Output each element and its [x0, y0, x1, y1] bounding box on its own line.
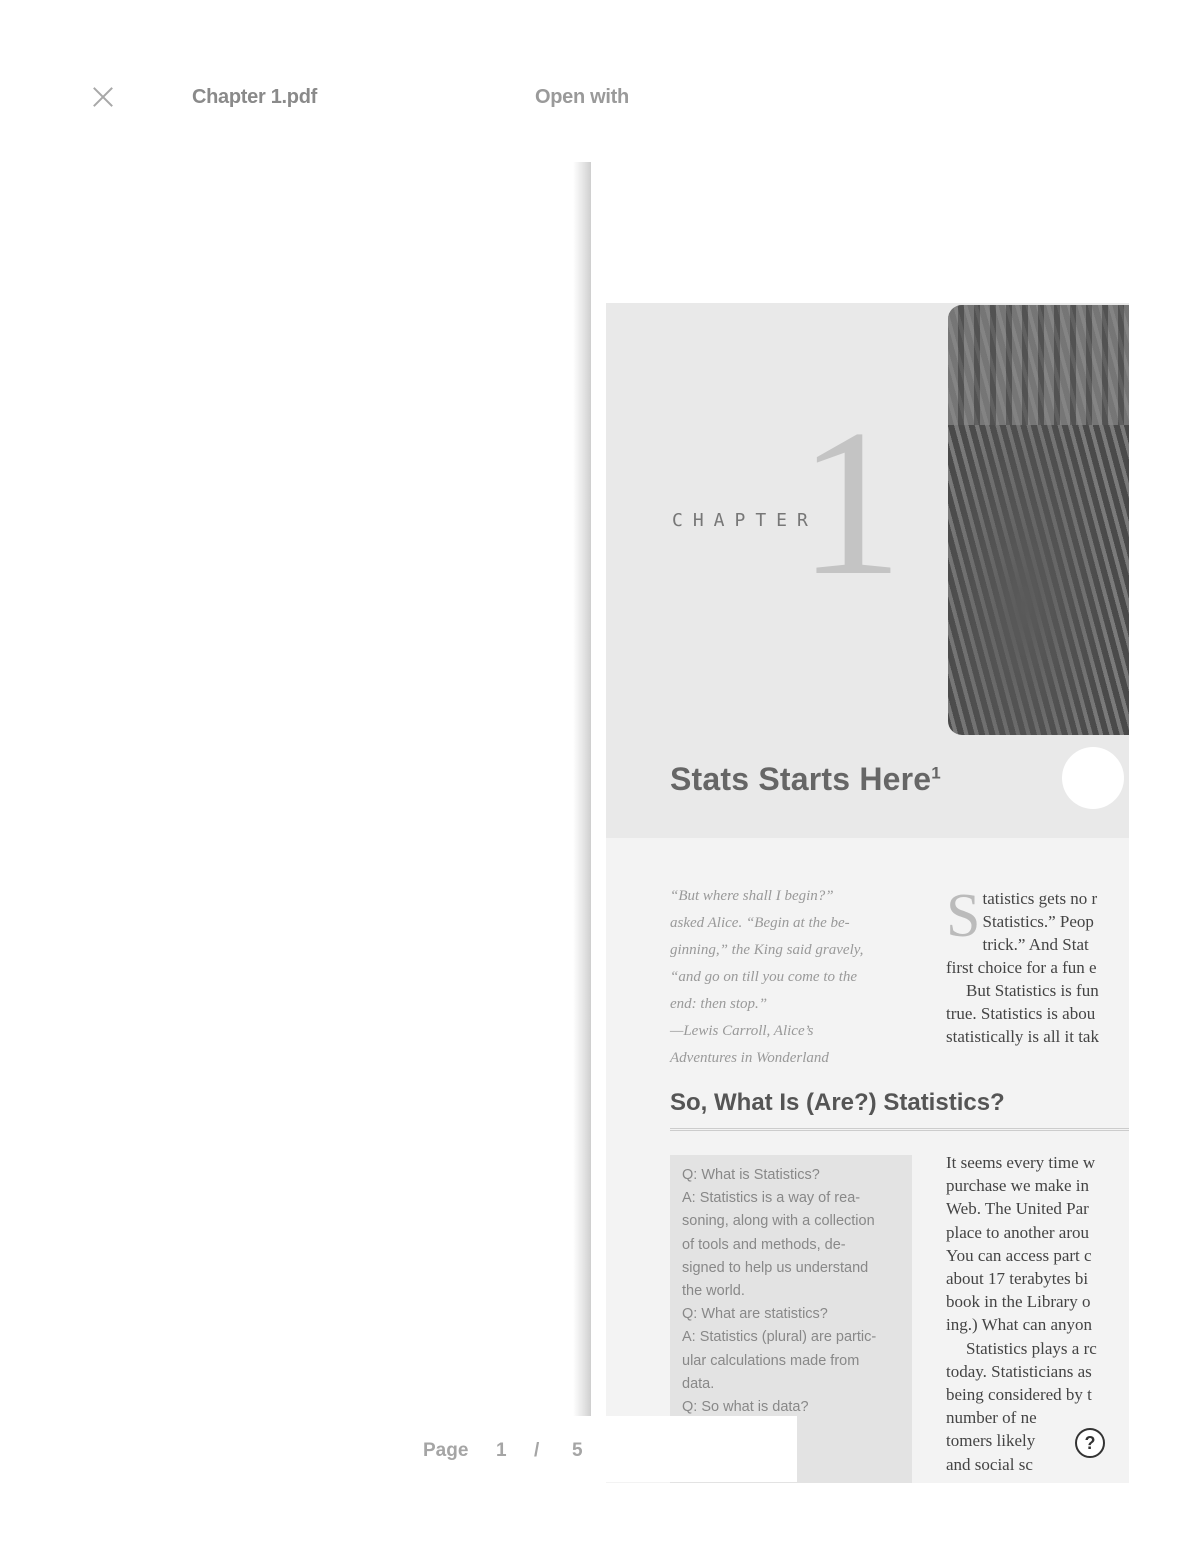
page-label: Page: [423, 1440, 469, 1461]
chapter-photo: [948, 305, 1129, 735]
help-icon[interactable]: ?: [1075, 1428, 1105, 1458]
drop-cap: S: [946, 887, 981, 950]
viewer-divider: [573, 162, 591, 1416]
chapter-banner: [606, 303, 1129, 838]
page-separator: /: [534, 1440, 540, 1461]
qa-sidebar: Q: What is Statistics? A: Statistics is a way of rea- soning, along with a collection of tools and methods, de- signed to help us understand the world. Q: What are statistics? A: Statistics (plural) are partic- ular calculations made from data. Q: So what is data?: [670, 1155, 912, 1483]
intro-text: S tatistics gets no r Statistics.” Peop trick.” And Stat first choice for a fun e But Statistics is fun true. Statistics is abou statistically is all it tak: [946, 887, 1099, 1046]
decorative-circle: [1062, 747, 1124, 809]
chapter-word: CHAPTER: [672, 510, 818, 531]
close-icon[interactable]: [88, 82, 118, 112]
section-rule: [670, 1128, 1129, 1131]
pdf-page: [606, 303, 1129, 1483]
chapter-number: 1: [798, 387, 903, 619]
body-text: It seems every time w purchase we make in Web. The United Par place to another arou You can access part c about 17 terabytes bi book in the Library o ing.) What can anyon Statistics plays a rc today. Statisticians as being considered by t number of ne tomers likely and social sc: [946, 1153, 1097, 1474]
page-total: 5: [572, 1440, 583, 1461]
file-title: Chapter 1.pdf: [192, 86, 317, 108]
page-current[interactable]: 1: [496, 1440, 507, 1461]
epigraph: “But where shall I begin?” asked Alice. “Begin at the be- ginning,” the King said gravely, “and go on till you come to the end: then stop.” —Lewis Carroll, Alice’s Adventures in Wonderland: [670, 888, 864, 1066]
page-title: Stats Starts Here$^1$: [670, 761, 941, 797]
open-with-button[interactable]: Open with: [535, 86, 629, 108]
section-heading: So, What Is (Are?) Statistics?: [670, 1089, 1005, 1116]
